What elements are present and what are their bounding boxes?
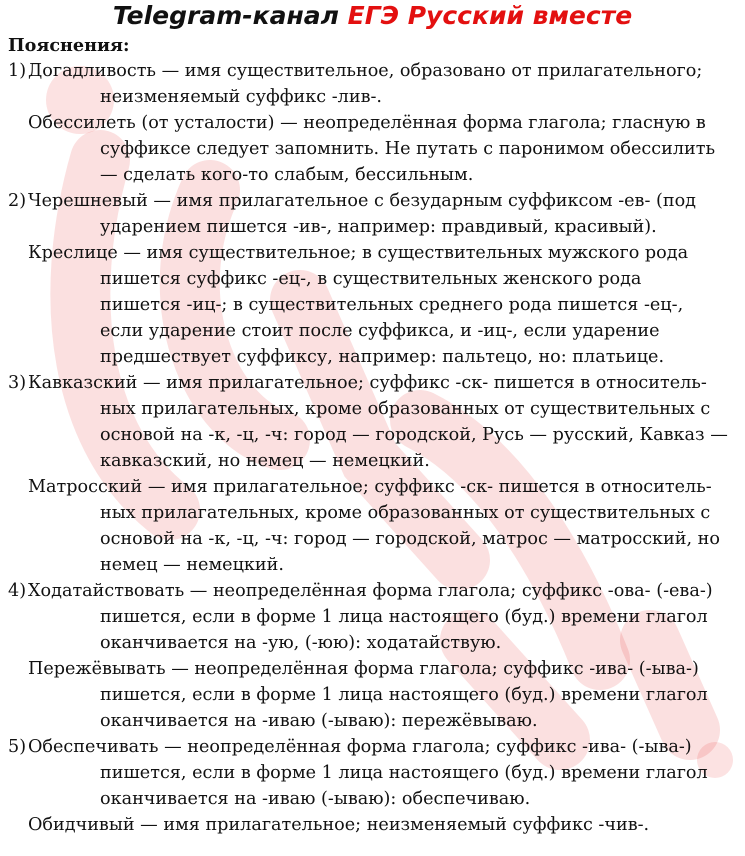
header-highlight: ЕГЭ Русский вместе [347,1,633,30]
entry-number: 4) [8,581,27,601]
explanation-line: если ударение стоит после суффикса, и -иц-, если ударение [100,321,660,341]
explanation-line: немец — немецкий. [100,555,284,575]
explanation-line: неизменяемый суффикс -лив-. [100,87,383,107]
explanation-line: Пережёвывать — неопределённая форма глагола; суффикс -ива- (-ыва-) [28,659,699,679]
explanation-line: Ходатайствовать — неопределённая форма глагола; суффикс -ова- (-ева-) [28,581,713,601]
caption: Пояснения: [8,35,130,56]
header-prefix: Telegram-канал [112,1,348,30]
explanation-line: ударением пишется -ив-, например: правдивый, красивый). [100,217,657,237]
explanation-line: кавказский, но немец — немецкий. [100,451,430,471]
explanation-line: Обессилеть (от усталости) — неопределённая форма глагола; гласную в [28,113,706,133]
explanation-line: оканчивается на -ую, (-юю): ходатайствую. [100,633,502,653]
explanation-line: основой на -к, -ц, -ч: город — городской, Русь — русский, Кавказ — [100,425,728,445]
explanation-line: Кавказский — имя прилагательное; суффикс -ск- пишется в относитель- [28,373,707,393]
explanation-line: суффиксе следует запомнить. Не путать с паронимом обессилить [100,139,716,159]
explanation-line: Обидчивый — имя прилагательное; неизменяемый суффикс -чив-. [28,815,650,835]
explanation-line: пишется, если в форме 1 лица настоящего (буд.) времени глагол [100,607,708,627]
explanation-line: оканчивается на -иваю (-ываю): пережёвываю. [100,711,538,731]
entry-number: 2) [8,191,27,211]
explanation-line: пишется, если в форме 1 лица настоящего (буд.) времени глагол [100,763,708,783]
entry-number: 3) [8,373,27,393]
explanation-line: Черешневый — имя прилагательное с безударным суффиксом -ев- (под [28,191,697,211]
explanation-line: пишется -иц-; в существительных среднего рода пишется -ец-, [100,295,684,315]
explanation-line: Креслице — имя существительное; в существительных мужского рода [28,243,689,263]
entry-number: 1) [8,61,27,81]
explanation-line: Обеспечивать — неопределённая форма глагола; суффикс -ива- (-ыва-) [28,737,692,757]
explanation-line: Матросский — имя прилагательное; суффикс -ск- пишется в относитель- [28,477,712,497]
explanation-line: — сделать кого-то слабым, бессильным. [100,165,474,185]
explanation-line: пишется суффикс -ец-, в существительных женского рода [100,269,642,289]
explanation-line: Догадливость — имя существительное, образовано от прилагательного; [28,61,703,81]
explanation-line: ных прилагательных, кроме образованных от существительных с [100,503,711,523]
explanation-line: пишется, если в форме 1 лица настоящего (буд.) времени глагол [100,685,708,705]
explanation-line: предшествует суффиксу, например: пальтецо, но: платьице. [100,347,665,367]
explanation-line: ных прилагательных, кроме образованных от существительных с [100,399,711,419]
explanation-line: оканчивается на -иваю (-ываю): обеспечиваю. [100,789,531,809]
entry-number: 5) [8,737,27,757]
explanation-line: основой на -к, -ц, -ч: город — городской, матрос — матросский, но [100,529,720,549]
page-header [0,0,745,34]
